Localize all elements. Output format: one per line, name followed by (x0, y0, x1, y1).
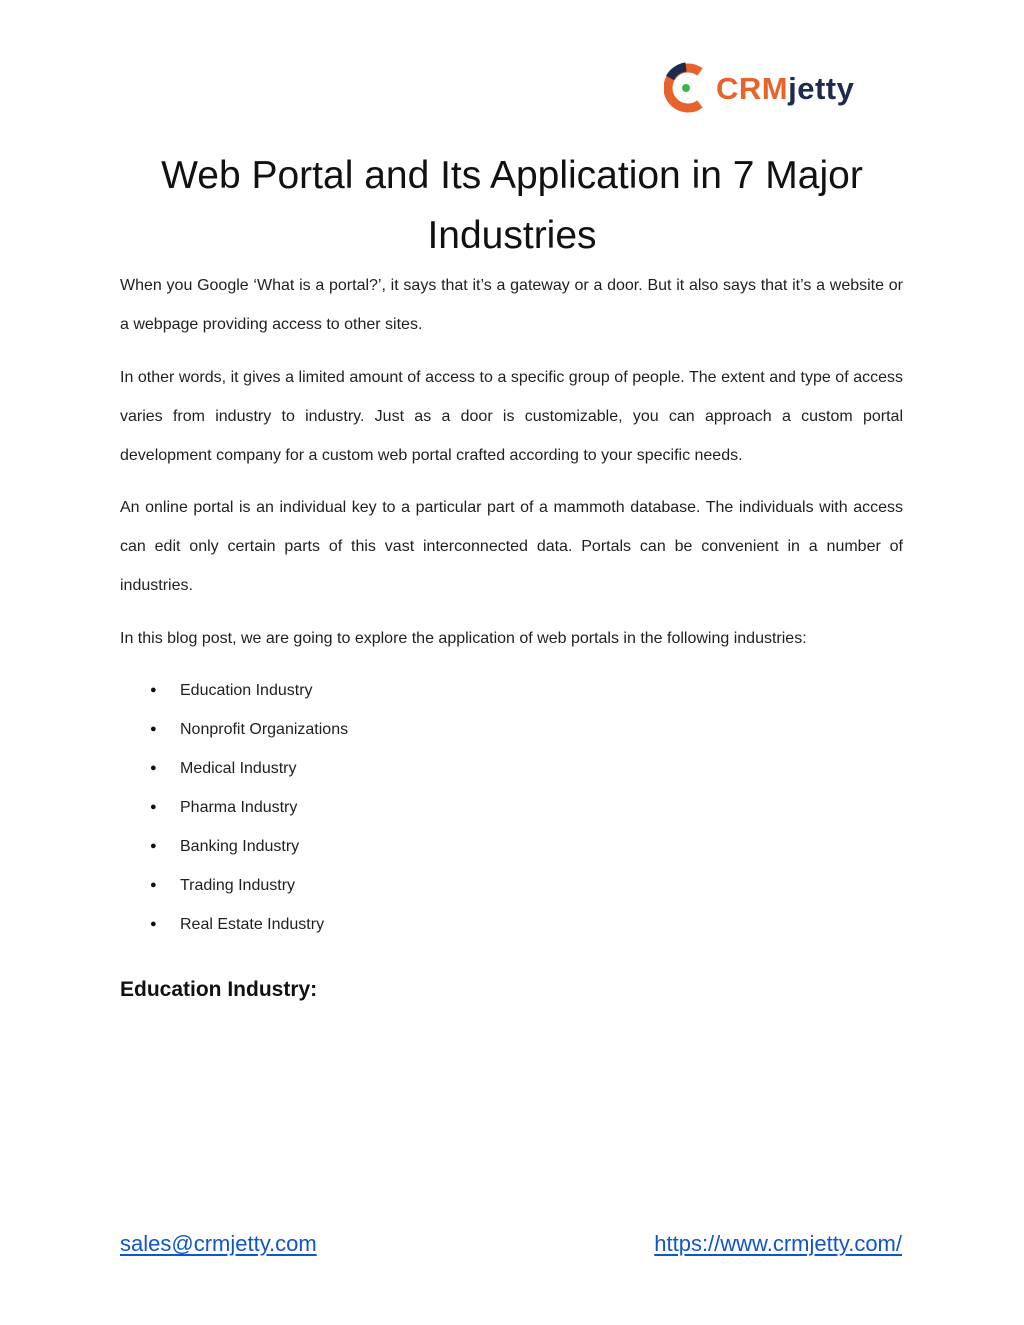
bullet-icon: ● (150, 801, 157, 813)
list-item (150, 671, 348, 710)
list-item-label: Education Industry (180, 682, 313, 699)
brand-jetty-text: jetty (788, 70, 855, 106)
brand-logo (664, 60, 876, 116)
list-item-label: Banking Industry (180, 838, 300, 855)
industry-list (150, 671, 348, 944)
list-item-label: Real Estate Industry (180, 916, 325, 933)
bullet-icon: ● (150, 879, 157, 891)
document-title: Web Portal and Its Application in 7 Major Industries (161, 154, 863, 257)
database-paragraph: An online portal is an individual key to a particular part of a mammoth database. The individuals with access can edit only certain parts of this vast interconnected data. Portals can be convenient in a number of industries. (120, 499, 903, 594)
intro-paragraph: When you Google ‘What is a portal?’, it says that it’s a gateway or a door. But it also says that it’s a website or a webpage providing access to other sites. (120, 277, 903, 333)
email-link[interactable]: sales@crmjetty.com (120, 1231, 317, 1256)
list-item (150, 827, 348, 866)
list-item-label: Pharma Industry (180, 799, 298, 816)
list-item-label: Medical Industry (180, 760, 297, 777)
list-item (150, 788, 348, 827)
brand-wordmark (716, 70, 855, 106)
list-item (150, 710, 348, 749)
list-item (150, 905, 348, 944)
website-link[interactable]: https://www.crmjetty.com/ (654, 1231, 902, 1256)
brand-crm-text: CRM (716, 70, 789, 106)
section-heading: Education Industry: (120, 978, 318, 1001)
bullet-icon: ● (150, 684, 157, 696)
list-item-label: Nonprofit Organizations (180, 721, 349, 738)
bullet-icon: ● (150, 918, 157, 930)
access-paragraph: In other words, it gives a limited amount of access to a specific group of people. The extent and type of access varies from industry to industry. Just as a door is customizable, you can approach a custom portal development company for a custom web portal crafted according to your specific needs. (120, 369, 903, 464)
bullet-icon: ● (150, 840, 157, 852)
bullet-icon: ● (150, 723, 157, 735)
list-item (150, 866, 348, 905)
bullet-icon: ● (150, 762, 157, 774)
crmjetty-c-logo-icon (664, 62, 708, 114)
list-item-label: Trading Industry (180, 877, 296, 894)
list-item (150, 749, 348, 788)
overview-paragraph: In this blog post, we are going to explore the application of web portals in the following industries: (120, 630, 807, 647)
